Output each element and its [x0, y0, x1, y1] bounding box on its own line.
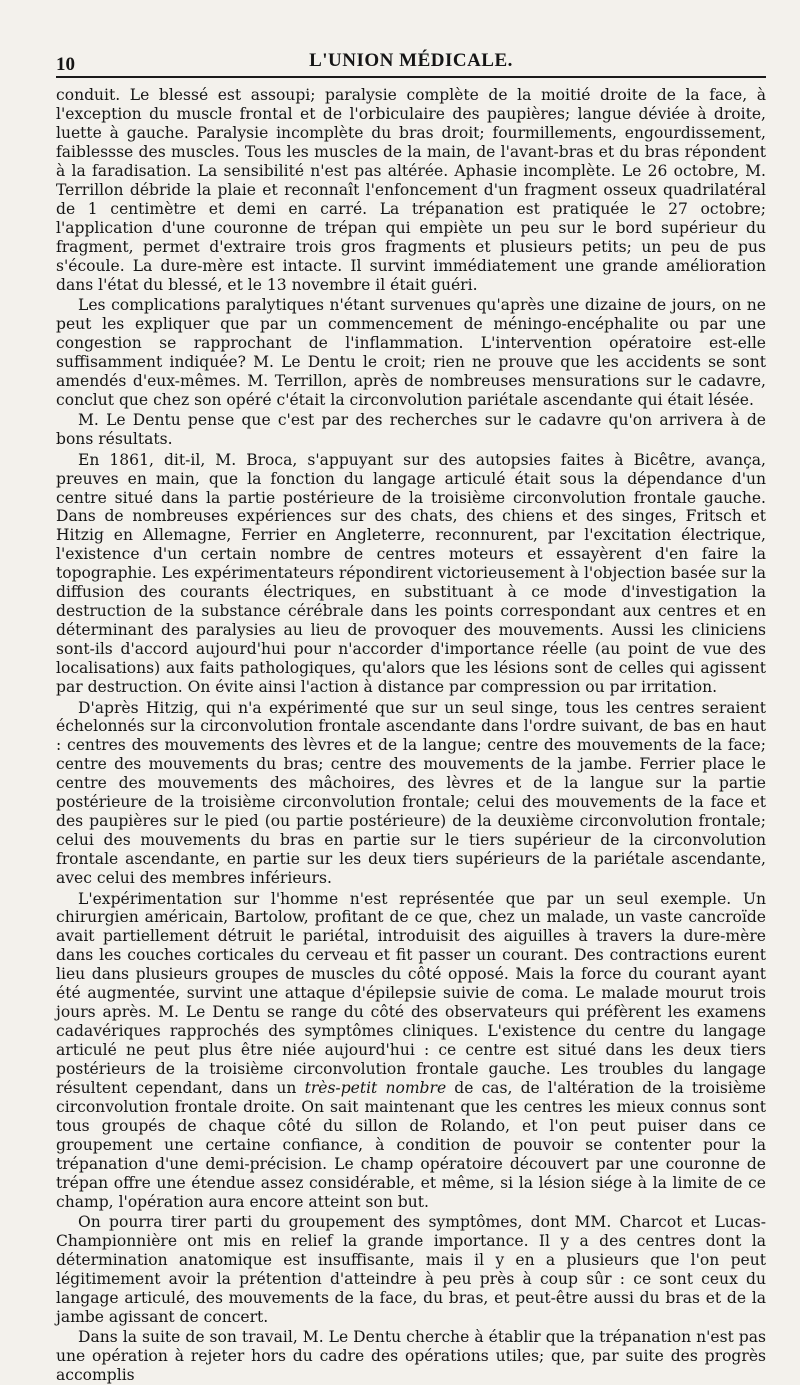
paragraph-cadaver-research: M. Le Dentu pense que c'est par des recherches sur le cadavre qu'on arrivera à de bons résultats.: [56, 411, 766, 449]
page-number: 10: [56, 54, 75, 75]
paragraph-symptom-grouping: On pourra tirer parti du groupement des symptômes, dont MM. Charcot et Lucas-Championnière ont mis en relief la grande importance. Il y a des centres dont la détermination anatomique est insuffisante, mais il y en a plusieurs que l'on peut légitimement avoir la prétention d'atteindre à peu près à coup sûr : ce sont ceux du langage articulé, des mouvements de la face, du bras, et peut-être aussi du bras et de la jambe agissant de concert.: [56, 1213, 766, 1326]
paragraph-hitzig-ferrier: D'après Hitzig, qui n'a expérimenté que sur un seul singe, tous les centres seraient échelonnés sur la circonvolution frontale ascendante dans l'ordre suivant, de bas en haut : centres des mouvements des lèvres et de la langue; centre des mouvements de la face; centre des mouvements du bras; centre des mouvements de la jambe. Ferrier place le centre des mouvements des mâchoires, des lèvres et de la langue sur la partie postérieure de la troisième circonvolution frontale; celui des mouvements de la face et des paupières sur le pied (ou partie postérieure) de la deuxième circonvolution frontale; celui des mouvements du bras en partie sur le tiers supérieur de la circonvolution frontale ascendante, en partie sur les deux tiers supérieurs de la pariétale ascendante, avec celui des membres inférieurs.: [56, 698, 766, 888]
page-header: [56, 40, 766, 76]
paragraph-case-report: conduit. Le blessé est assoupi; paralysie complète de la moitié droite de la face, à l'exception du muscle frontal et de l'orbiculaire des paupières; langue déviée à droite, luette à gauche. Paralysie incomplète du bras droit; fourmillements, engourdissement, faiblessse des muscles. Tous les muscles de la main, de l'avant-bras et du bras répondent à la faradisation. La sensibilité n'est pas altérée. Aphasie incomplète. Le 26 octobre, M. Terrillon débride la plaie et reconnaît l'enfoncement d'un fragment osseux quadrilatéral de 1 centimètre et demi en carré. La trépanation est pratiquée le 27 octobre; l'application d'une couronne de trépan qui empiète un peu sur le bord supérieur du fragment, permet d'extraire trois gros fragments et plusieurs petits; un peu de pus s'écoule. La dure-mère est intacte. Il survint immédiatement une grande amélioration dans l'état du blessé, et le 13 novembre il était guéri.: [56, 86, 766, 294]
running-title: L'UNION MÉDICALE.: [309, 50, 513, 71]
paragraph-trepanation-conclusion: Dans la suite de son travail, M. Le Dentu cherche à établir que la trépanation n'est pas une opération à rejeter hors du cadre des opérations utiles; que, par suite des progrès accomplis: [56, 1328, 766, 1385]
paragraph-text-segment: L'expérimentation sur l'homme n'est représentée que par un seul exemple. Un chirurgien américain, Bartolow, profitant de ce que, chez un malade, un vaste cancroïde avait partiellement détruit le pariétal, introduisit des aiguilles à travers la dure-mère dans les couches corticales du cerveau et fit passer un courant. Des contractions eurent lieu dans plusieurs groupes de muscles du côté opposé. Mais la force du courant ayant été augmentée, survint une attaque d'épilepsie suivie de coma. Le malade mourut trois jours après. M. Le Dentu se range du côté des observateurs qui préfèrent les examens cadavériques rapprochés des symptômes cliniques. L'existence du centre du langage articulé ne peut plus être niée aujourd'hui : ce centre est situé dans les deux tiers postérieurs de la troisième circonvolution frontale gauche. Les troubles du langage résultent cependant, dans un: [56, 889, 766, 1098]
document-page: [56, 40, 767, 1385]
paragraph-text-segment: de cas, de l'altération de la troisième circonvolution frontale droite. On sait maintenant que les centres les mieux connus sont tous groupés de chaque côté du sillon de Rolando, et l'on peut puiser dans ce groupement une certaine confiance, à condition de pouvoir se contenter pour la trépanation d'une demi-précision. Le champ opératoire découvert par une couronne de trépan offre une étendue assez considérable, et même, si la lésion siége à la limite de ce champ, l'opération aura encore atteint son but.: [56, 1079, 767, 1211]
header-rule: [56, 76, 766, 78]
article-body: [56, 86, 766, 1385]
emphasized-text: très-petit nombre: [304, 1079, 447, 1098]
paragraph-complications: Les complications paralytiques n'étant survenues qu'après une dizaine de jours, on ne peut les expliquer que par un commencement de méningo-encéphalite ou par une congestion se rapprochant de l'inflammation. L'intervention opératoire est-elle suffisamment indiquée? M. Le Dentu le croit; rien ne prouve que les accidents se sont amendés d'eux-mêmes. M. Terrillon, après de nombreuses mensurations sur le cadavre, conclut que chez son opéré c'était la circonvolution pariétale ascendante qui était lésée.: [56, 295, 766, 409]
paragraph-broca-history: En 1861, dit-il, M. Broca, s'appuyant sur des autopsies faites à Bicêtre, avança, preuves en main, que la fonction du langage articulé était sous la dépendance d'un centre situé dans la partie postérieure de la troisième circonvolution frontale gauche. Dans de nombreuses expériences sur des chats, des chiens et des singes, Fritsch et Hitzig en Allemagne, Ferrier en Angleterre, reconnurent, par l'excitation électrique, l'existence d'un certain nombre de centres moteurs et essayèrent d'en faire la topographie. Les expérimentateurs répondirent victorieusement à l'objection basée sur la diffusion des courants électriques, en substituant à ce mode d'investigation la destruction de la substance cérébrale dans les points correspondant aux centres et en déterminant des paralysies au lieu de provoquer des mouvements. Aussi les cliniciens sont-ils d'accord aujourd'hui pour n'accorder d'importance réelle (au point de vue des localisations) aux faits pathologiques, qu'alors que les lésions sont de celles qui agissent par destruction. On évite ainsi l'action à distance par compression ou par irritation.: [56, 450, 766, 697]
paragraph-human-experimentation: [56, 890, 766, 1212]
